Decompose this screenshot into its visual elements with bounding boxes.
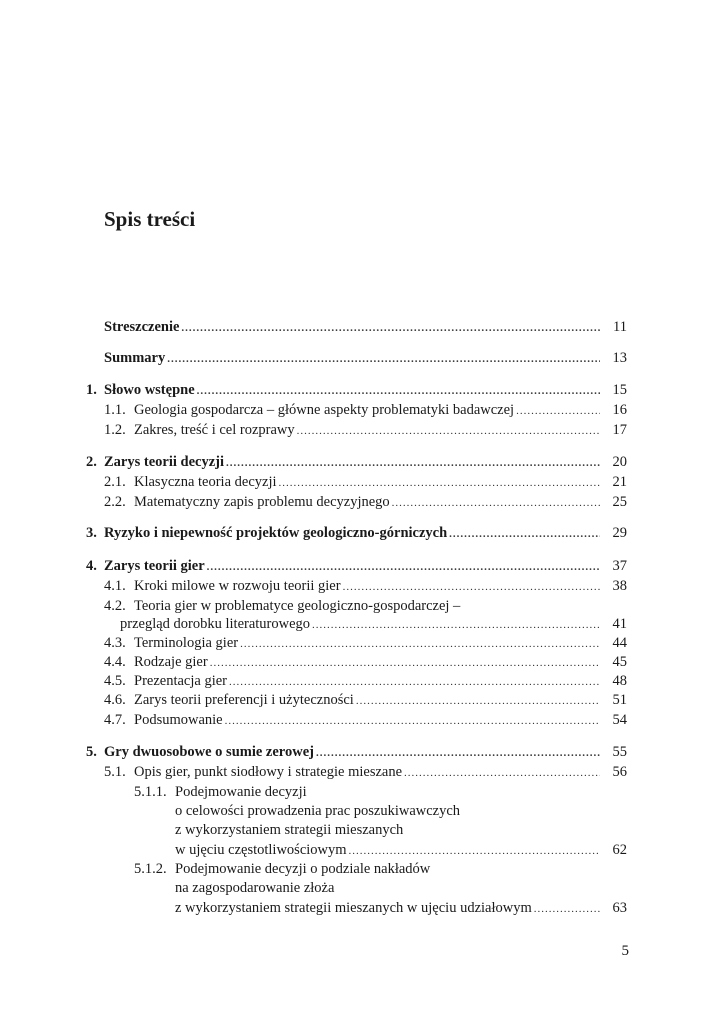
- toc-entry: [0, 492, 704, 512]
- dot-leader: [356, 691, 600, 711]
- dot-leader: [349, 841, 600, 861]
- toc-entry-title: Kroki milowe w rozwoju teorii gier: [134, 578, 341, 594]
- toc-entry-number: 5.1.: [104, 764, 126, 780]
- toc-entry-title: Zakres, treść i cel rozprawy: [134, 422, 295, 438]
- toc-entry-title: Prezentacja gier: [134, 673, 227, 689]
- dot-leader: [343, 577, 600, 597]
- dot-leader: [404, 763, 600, 783]
- toc-entry: [0, 523, 704, 543]
- toc-entry-page: 13: [612, 350, 627, 366]
- toc-entry-number: 5.1.2.: [134, 861, 167, 877]
- toc-entry-page: 38: [612, 578, 627, 594]
- dot-leader: [167, 349, 600, 369]
- toc-entry-page: 48: [612, 673, 627, 689]
- toc-entry-number: 2.1.: [104, 474, 126, 490]
- toc-entry-title: Zarys teorii gier: [104, 558, 205, 574]
- page-number: 5: [621, 943, 629, 959]
- toc-entry: [0, 690, 704, 710]
- toc-entry-number: 4.3.: [104, 635, 126, 651]
- toc-entry-number: 4.5.: [104, 673, 126, 689]
- toc-entry: [0, 633, 704, 653]
- toc-entry-page: 37: [612, 558, 627, 574]
- toc-entry-page: 29: [612, 525, 627, 541]
- toc-entry-page: 11: [613, 319, 627, 335]
- page-title: Spis treści: [104, 207, 196, 231]
- toc-entry-page: 25: [612, 494, 627, 510]
- toc-entry: [0, 452, 704, 472]
- toc-entry-number: 2.: [86, 454, 97, 470]
- dot-leader: [229, 672, 600, 692]
- toc-entry-number: 1.2.: [104, 422, 126, 438]
- dot-leader: [534, 899, 600, 919]
- toc-entry-title: Ryzyko i niepewność projektów geologiczno-górniczych: [104, 525, 448, 541]
- toc-entry: [0, 801, 704, 821]
- toc-entry-title: Słowo wstępne: [104, 382, 195, 398]
- toc-entry: [0, 710, 704, 730]
- dot-leader: [197, 381, 600, 401]
- dot-leader: [225, 711, 600, 731]
- dot-leader: [312, 615, 600, 635]
- dot-leader: [207, 557, 600, 577]
- toc-entry-page: 16: [612, 402, 627, 418]
- toc-entry-title: z wykorzystaniem strategii mieszanych w ujęciu udziałowym: [175, 900, 532, 916]
- toc-entry-title: przegląd dorobku literaturowego: [120, 616, 311, 632]
- toc-entry-page: 54: [612, 712, 627, 728]
- toc-entry-page: 41: [612, 616, 627, 632]
- toc-entry-number: 5.1.1.: [134, 784, 167, 800]
- dot-leader: [181, 318, 600, 338]
- toc-entry-number: 4.2.: [104, 598, 126, 614]
- toc-entry-title: Klasyczna teoria decyzji: [134, 474, 277, 490]
- toc-entry-title: Zarys teorii decyzji: [104, 454, 224, 470]
- toc-entry-title: Podsumowanie: [134, 712, 223, 728]
- toc-entry-number: 5.: [86, 744, 97, 760]
- toc-entry-title: Gry dwuosobowe o sumie zerowej: [104, 744, 314, 760]
- toc-entry: [0, 742, 704, 762]
- toc-entry-number: 4.1.: [104, 578, 126, 594]
- dot-leader: [240, 634, 600, 654]
- toc-entry-number: 3.: [86, 525, 97, 541]
- toc-entry: [0, 898, 704, 918]
- dot-leader: [316, 743, 600, 763]
- dot-leader: [210, 653, 600, 673]
- toc-entry-title: Streszczenie: [104, 319, 180, 335]
- toc-entry-title: Podejmowanie decyzji: [175, 784, 307, 800]
- dot-leader: [449, 524, 600, 544]
- toc-entry-title: Opis gier, punkt siodłowy i strategie mieszane: [134, 764, 403, 780]
- toc-entry-page: 56: [612, 764, 627, 780]
- toc-entry-title: Podejmowanie decyzji o podziale nakładów: [175, 861, 431, 877]
- toc-entry-number: 4.7.: [104, 712, 126, 728]
- toc-entry: [0, 652, 704, 672]
- toc-entry-title: Matematyczny zapis problemu decyzyjnego: [134, 494, 390, 510]
- toc-entry-title: o celowości prowadzenia prac poszukiwawczych: [175, 803, 461, 819]
- toc-entry: [0, 782, 704, 802]
- dot-leader: [516, 401, 600, 421]
- toc-entry-number: 1.: [86, 382, 97, 398]
- toc-entry: [0, 380, 704, 400]
- toc-entry-number: 1.1.: [104, 402, 126, 418]
- toc-entry-page: 15: [612, 382, 627, 398]
- toc-entry-page: 63: [612, 900, 627, 916]
- toc-entry-title: na zagospodarowanie złoża: [175, 880, 335, 896]
- dot-leader: [279, 473, 600, 493]
- toc-entry-page: 45: [612, 654, 627, 670]
- toc-entry-title: Zarys teorii preferencji i użyteczności: [134, 692, 354, 708]
- toc-entry-title: Summary: [104, 350, 166, 366]
- toc-entry: [0, 671, 704, 691]
- toc-entry: [0, 820, 704, 840]
- toc-entry-title: z wykorzystaniem strategii mieszanych: [175, 822, 404, 838]
- toc-entry: [0, 556, 704, 576]
- toc-entry: [0, 596, 704, 616]
- dot-leader: [297, 421, 600, 441]
- toc-entry: [0, 348, 704, 368]
- toc-entry-page: 20: [612, 454, 627, 470]
- toc-entry-page: 21: [612, 474, 627, 490]
- toc-entry-page: 44: [612, 635, 627, 651]
- toc-entry: [0, 614, 704, 634]
- dot-leader: [392, 493, 600, 513]
- toc-entry-number: 2.2.: [104, 494, 126, 510]
- toc-entry-number: 4.6.: [104, 692, 126, 708]
- toc-entry-title: w ujęciu częstotliwościowym: [175, 842, 347, 858]
- toc-entry-title: Terminologia gier: [134, 635, 239, 651]
- toc-entry-title: Geologia gospodarcza – główne aspekty problematyki badawczej: [134, 402, 515, 418]
- toc-entry: [0, 762, 704, 782]
- toc-entry: [0, 400, 704, 420]
- toc-entry-number: 4.4.: [104, 654, 126, 670]
- toc-entry: [0, 576, 704, 596]
- toc-entry: [0, 840, 704, 860]
- dot-leader: [226, 453, 600, 473]
- toc-entry: [0, 420, 704, 440]
- toc-entry-title: Rodzaje gier: [134, 654, 208, 670]
- toc-entry: [0, 859, 704, 879]
- toc-entry-number: 4.: [86, 558, 97, 574]
- toc-entry: [0, 472, 704, 492]
- toc-entry-title: Teoria gier w problematyce geologiczno-gospodarczej –: [134, 598, 461, 614]
- toc-entry-page: 51: [612, 692, 627, 708]
- toc-entry-page: 55: [612, 744, 627, 760]
- toc-entry-page: 62: [612, 842, 627, 858]
- toc-entry: [0, 878, 704, 898]
- toc-entry: [0, 317, 704, 337]
- toc-entry-page: 17: [612, 422, 627, 438]
